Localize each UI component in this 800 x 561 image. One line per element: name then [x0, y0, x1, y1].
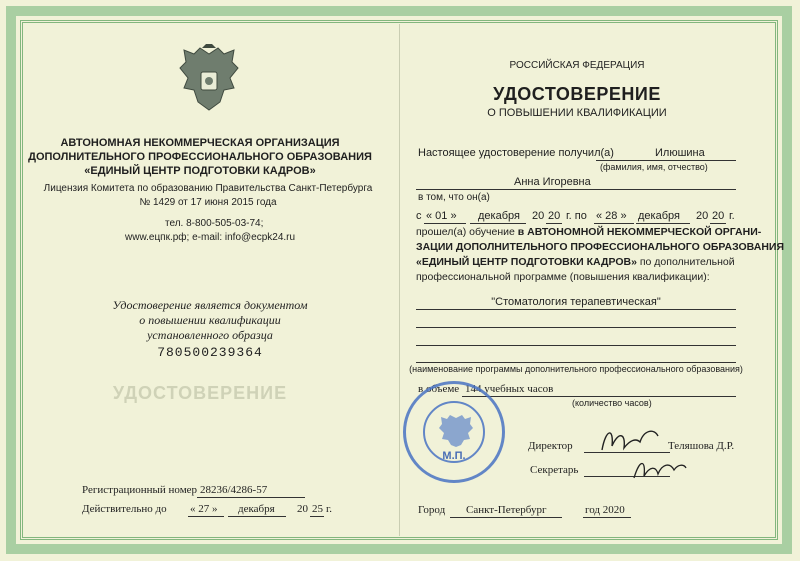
study-line4: профессиональной программе (повышения квалификации): — [416, 271, 710, 283]
to-year-underline — [710, 223, 726, 224]
to-prefix: г. по — [566, 210, 587, 222]
contacts-text: www.ецпк.рф; e-mail: info@ecpk24.ru — [125, 232, 296, 243]
program-underline-1 — [416, 309, 736, 310]
certificate-title: УДОСТОВЕРЕНИЕ — [493, 84, 661, 104]
reg-number-value: 28236/4286-57 — [200, 484, 268, 496]
stamp-label: М.П. — [442, 450, 466, 462]
program-name: "Стоматология терапевтическая" — [491, 296, 661, 308]
hours-hint: (количество часов) — [572, 398, 652, 408]
valid-day: « 27 » — [190, 503, 218, 515]
doc-note-line1: Удостоверение является документом — [112, 298, 308, 312]
org-name-line1: АВТОНОМНАЯ НЕКОММЕРЧЕСКАЯ ОРГАНИЗАЦИЯ — [60, 137, 340, 149]
faded-title-imprint: УДОСТОВЕРЕНИЕ — [112, 383, 288, 403]
issue-year-underline — [583, 517, 631, 518]
to-year-prefix: 20 — [696, 210, 709, 222]
valid-month: декабря — [238, 503, 275, 515]
to-month: декабря — [638, 210, 680, 222]
secretary-label: Секретарь — [530, 464, 579, 476]
phone-text: тел. 8-800-505-03-74; — [165, 218, 264, 229]
program-underline-4 — [416, 362, 736, 363]
doc-note-line3: установленного образца — [147, 328, 273, 342]
country-label: РОССИЙСКАЯ ФЕДЕРАЦИЯ — [509, 60, 645, 71]
to-day-underline — [594, 223, 634, 224]
coat-of-arms-icon — [176, 44, 242, 116]
secretary-signature-icon — [630, 452, 690, 484]
from-prefix: с — [416, 210, 422, 222]
valid-year: 25 — [312, 503, 323, 515]
official-stamp-icon — [403, 381, 505, 483]
program-underline-3 — [416, 345, 736, 346]
study-line1-plain: прошел(а) обучение — [416, 226, 515, 238]
from-day-underline — [424, 223, 466, 224]
to-suffix: г. — [729, 210, 735, 222]
name-hint: (фамилия, имя, отчество) — [600, 162, 708, 172]
reg-number-underline — [197, 497, 305, 498]
in-that-label: в том, что он(а) — [418, 192, 490, 203]
director-name: Теляшова Д.Р. — [668, 440, 735, 452]
from-month-underline — [470, 223, 526, 224]
from-year-underline — [546, 223, 562, 224]
study-line3 — [416, 256, 735, 268]
org-name-line3: «ЕДИНЫЙ ЦЕНТР ПОДГОТОВКИ КАДРОВ» — [84, 165, 316, 177]
valid-month-underline — [228, 516, 286, 517]
surname-underline — [596, 160, 736, 161]
org-name-line2: ДОПОЛНИТЕЛЬНОГО ПРОФЕССИОНАЛЬНОГО ОБРАЗОВАНИЯ — [28, 151, 372, 163]
center-fold — [399, 24, 400, 536]
license-line1: Лицензия Комитета по образованию Правительства Санкт-Петербурга — [43, 183, 373, 194]
city-label: Город — [418, 504, 446, 516]
study-line3-bold: «ЕДИНЫЙ ЦЕНТР ПОДГОТОВКИ КАДРОВ» — [416, 256, 637, 268]
hours-label: в объеме — [418, 383, 460, 395]
valid-year-prefix: 20 — [297, 503, 308, 515]
city-value: Санкт-Петербург — [466, 504, 547, 516]
given-names-underline — [416, 189, 736, 190]
valid-until-label: Действительно до — [82, 503, 167, 515]
valid-year-underline — [310, 516, 324, 517]
hours-underline — [462, 396, 736, 397]
director-label: Директор — [528, 440, 573, 452]
license-line2: № 1429 от 17 июня 2015 года — [139, 197, 277, 208]
from-month: декабря — [478, 210, 520, 222]
city-underline — [450, 517, 562, 518]
certificate-subtitle: О ПОВЫШЕНИИ КВАЛИФИКАЦИИ — [487, 107, 667, 119]
serial-number: 780500239364 — [157, 345, 263, 360]
program-underline-2 — [416, 327, 736, 328]
from-year: 20 — [548, 210, 561, 222]
study-line2: ЗАЦИИ ДОПОЛНИТЕЛЬНОГО ПРОФЕССИОНАЛЬНОГО ОБРАЗОВАНИЯ — [416, 241, 785, 253]
given-names-value: Анна Игоревна — [514, 176, 591, 188]
issue-year: год 2020 — [585, 504, 625, 516]
issued-to-label: Настоящее удостоверение получил(а) — [418, 147, 614, 159]
doc-note-line2: о повышении квалификации — [139, 313, 281, 327]
to-day: « 28 » — [596, 210, 627, 222]
study-line1 — [416, 226, 761, 238]
hours-value: 144 учебных часов — [465, 383, 554, 395]
surname-value: Илюшина — [655, 147, 705, 159]
study-line1-bold: в АВТОНОМНОЙ НЕКОММЕРЧЕСКОЙ ОРГАНИ- — [517, 226, 762, 238]
to-month-underline — [636, 223, 690, 224]
stamp-eagle-icon — [438, 414, 474, 448]
reg-number-label: Регистрационный номер — [82, 484, 198, 496]
from-year-prefix: 20 — [532, 210, 545, 222]
valid-year-suffix: г. — [326, 503, 333, 515]
from-day: « 01 » — [426, 210, 457, 222]
to-year: 20 — [712, 210, 725, 222]
program-hint: (наименование программы дополнительного профессионального образования) — [409, 364, 743, 374]
study-line3-plain: по дополнительной — [639, 256, 735, 268]
valid-day-underline — [188, 516, 224, 517]
